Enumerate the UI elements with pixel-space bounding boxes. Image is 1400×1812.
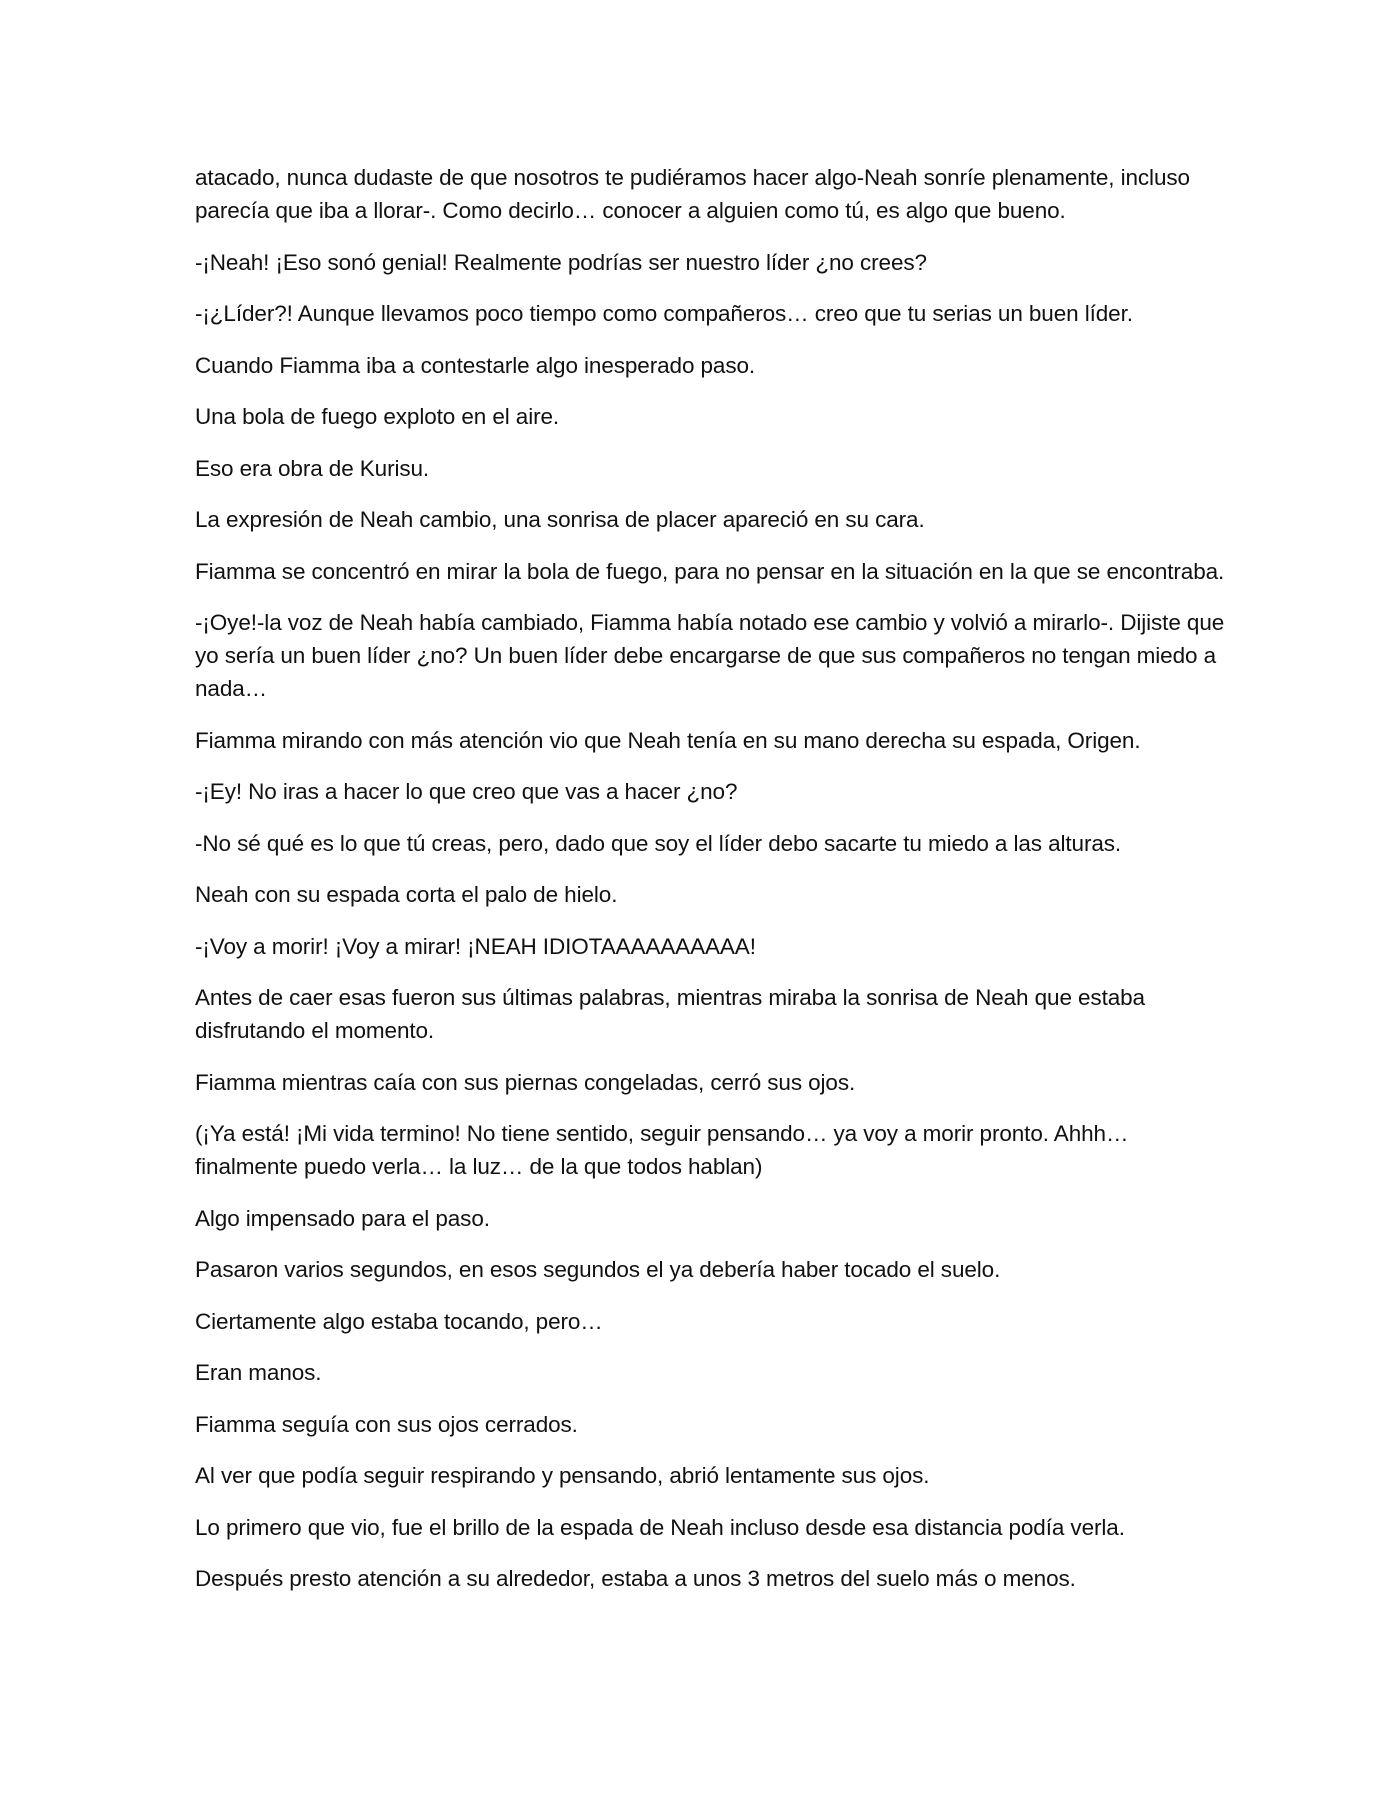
paragraph: Una bola de fuego exploto en el aire. — [195, 404, 560, 429]
paragraph: Ciertamente algo estaba tocando, pero… — [195, 1308, 603, 1334]
paragraph: -¡¿Líder?! Aunque llevamos poco tiempo como compañeros… creo que tu serias un buen líder. — [195, 301, 1133, 326]
paragraph: -¡Voy a morir! ¡Voy a mirar! ¡NEAH IDIOTAAAAAAAAAA! — [195, 933, 756, 959]
paragraph: -¡Oye!-la voz de Neah había cambiado, Fiamma había notado ese cambio y volvió a mirarlo-. Dijiste que yo sería un buen líder ¿no? Un buen líder debe encargarse de que sus compañeros no tengan miedo a nada… — [195, 610, 1225, 701]
paragraph: La expresión de Neah cambio, una sonrisa de placer apareció en su cara. — [195, 507, 925, 532]
paragraph: -No sé qué es lo que tú creas, pero, dado que soy el líder debo sacarte tu miedo a las alturas. — [195, 830, 1122, 856]
paragraph: Eran manos. — [195, 1360, 322, 1385]
paragraph: Después presto atención a su alrededor, estaba a unos 3 metros del suelo más o menos. — [195, 1566, 1076, 1591]
paragraph: Fiamma se concentró en mirar la bola de fuego, para no pensar en la situación en la que se encontraba. — [195, 558, 1225, 584]
paragraph: Eso era obra de Kurisu. — [195, 455, 430, 481]
paragraph: Lo primero que vio, fue el brillo de la espada de Neah incluso desde esa distancia podía verla. — [195, 1514, 1125, 1540]
paragraph: (¡Ya está! ¡Mi vida termino! No tiene sentido, seguir pensando… ya voy a morir pronto. Ahhh… finalmente puedo verla… la luz… de la que todos hablan) — [195, 1121, 1129, 1179]
paragraph: -¡Ey! No iras a hacer lo que creo que vas a hacer ¿no? — [195, 779, 738, 804]
paragraph: Neah con su espada corta el palo de hielo. — [195, 882, 618, 907]
paragraph: Antes de caer esas fueron sus últimas palabras, mientras miraba la sonrisa de Neah que estaba disfrutando el momento. — [195, 985, 1145, 1043]
paragraph: Al ver que podía seguir respirando y pensando, abrió lentamente sus ojos. — [195, 1463, 930, 1488]
paragraph: -¡Neah! ¡Eso sonó genial! Realmente podrías ser nuestro líder ¿no crees? — [195, 249, 927, 275]
document-body — [195, 161, 1225, 1614]
paragraph: Fiamma seguía con sus ojos cerrados. — [195, 1411, 578, 1437]
paragraph: Fiamma mirando con más atención vio que Neah tenía en su mano derecha su espada, Origen. — [195, 727, 1141, 753]
paragraph: Fiamma mientras caía con sus piernas congeladas, cerró sus ojos. — [195, 1069, 856, 1095]
paragraph: Algo impensado para el paso. — [195, 1205, 490, 1231]
paragraph: Cuando Fiamma iba a contestarle algo inesperado paso. — [195, 352, 756, 378]
paragraph: atacado, nunca dudaste de que nosotros te pudiéramos hacer algo-Neah sonríe plenamente, incluso parecía que iba a llorar-. Como decirlo… conocer a alguien como tú, es algo que bueno. — [195, 165, 1190, 223]
paragraph: Pasaron varios segundos, en esos segundos el ya debería haber tocado el suelo. — [195, 1257, 1001, 1282]
